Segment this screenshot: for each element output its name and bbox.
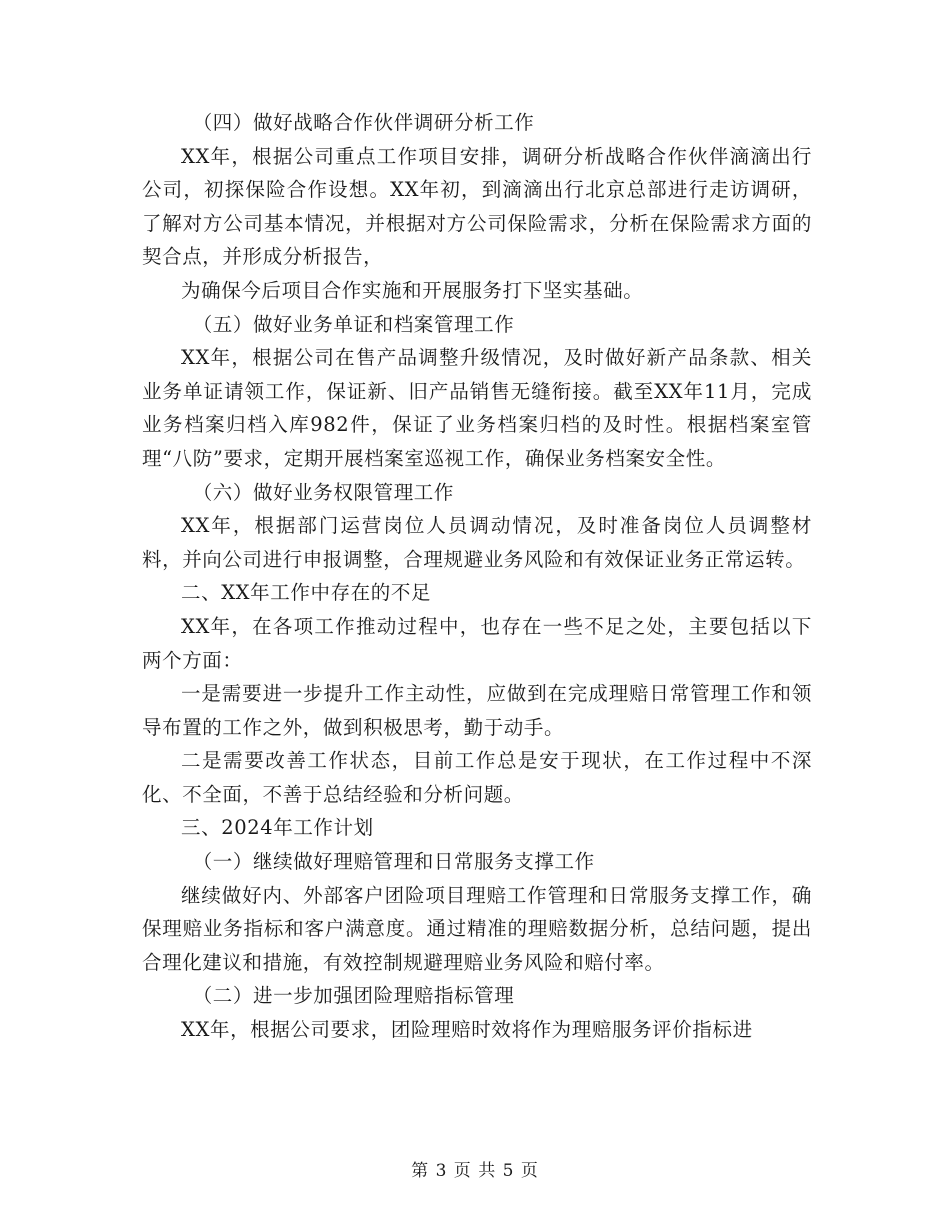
paragraph: 为确保今后项目合作实施和开展服务打下坚实基础。 xyxy=(181,278,644,302)
chapter-heading-2: 二、XX年工作中存在的不足 xyxy=(181,581,432,605)
paragraph: 继续做好内、外部客户团险项目理赔工作管理和日常服务支撑工作，确保理赔业务指标和客户满意度。通过精准的理赔数据分析，总结问题，提出合理化建议和措施，有效控制规避理赔业务风险和赔付率。 xyxy=(142,883,812,974)
paragraph: XX年，在各项工作推动过程中，也存在一些不足之处，主要包括以下两个方面： xyxy=(142,614,812,672)
section-heading-1: （一）继续做好理赔管理和日常服务支撑工作 xyxy=(192,850,595,874)
paragraph: XX年，根据部门运营岗位人员调动情况，及时准备岗位人员调整材料，并向公司进行申报调整，合理规避业务风险和有效保证业务正常运转。 xyxy=(142,514,812,571)
chapter-heading-3: 三、2024年工作计划 xyxy=(181,816,374,840)
paragraph: 一是需要进一步提升工作主动性，应做到在完成理赔日常管理工作和领导布置的工作之外，做到积极思考，勤于动手。 xyxy=(142,682,812,739)
paragraph: 二是需要改善工作状态，目前工作总是安于现状，在工作过程中不深化、不全面，不善于总结经验和分析问题。 xyxy=(142,749,812,806)
paragraph: XX年，根据公司要求，团险理赔时效将作为理赔服务评价指标进 xyxy=(181,1018,753,1042)
section-heading-5: （五）做好业务单证和档案管理工作 xyxy=(192,312,515,336)
paragraph: XX年，根据公司在售产品调整升级情况，及时做好新产品条款、相关业务单证请领工作，保证新、旧产品销售无缝衔接。截至XX年11月，完成业务档案归档入库982件，保证了业务档案归档的及时性。根据档案室管理“八防”要求，定期开展档案室巡视工作，确保业务档案安全性。 xyxy=(142,346,812,470)
paragraph: XX年，根据公司重点工作项目安排，调研分析战略合作伙伴滴滴出行公司，初探保险合作设想。XX年初，到滴滴出行北京总部进行走访调研，了解对方公司基本情况，并根据对方公司保险需求，分析在保险需求方面的契合点，并形成分析报告， xyxy=(142,144,812,269)
section-heading-2: （二）进一步加强团险理赔指标管理 xyxy=(192,984,515,1008)
document-body xyxy=(142,106,812,1047)
section-heading-6: （六）做好业务权限管理工作 xyxy=(192,480,454,504)
section-heading-4: （四）做好战略合作伙伴调研分析工作 xyxy=(192,111,535,134)
page-number-footer: 第 3 页 共 5 页 xyxy=(411,1161,539,1181)
